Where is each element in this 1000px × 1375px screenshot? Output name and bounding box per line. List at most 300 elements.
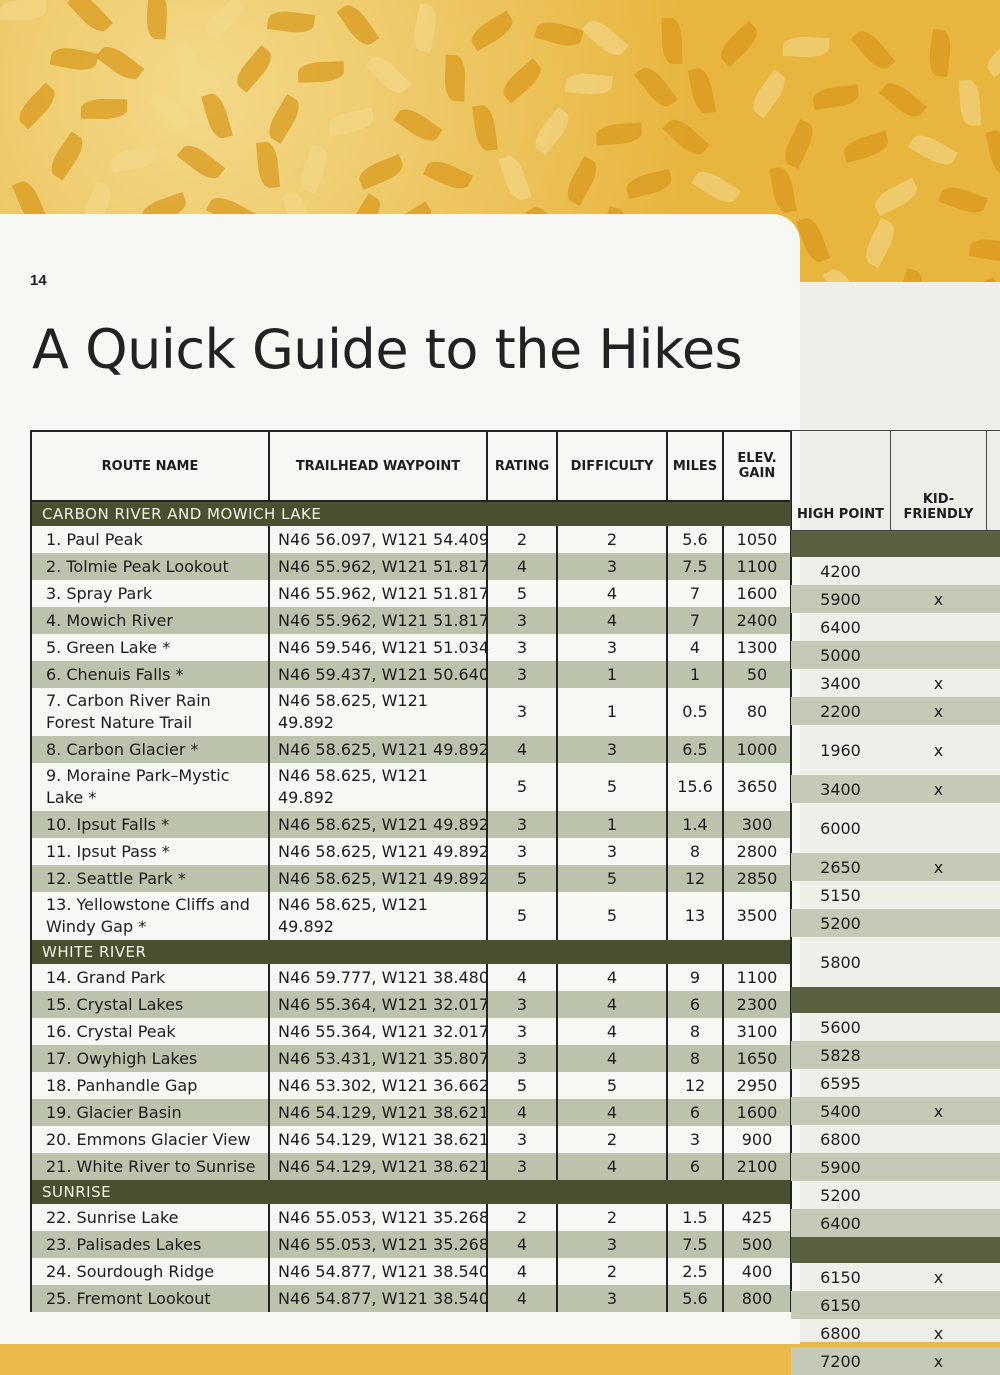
miles-cell: 1.5 (667, 1204, 723, 1231)
fabric-leaf (498, 153, 531, 203)
cut-cell (987, 613, 1000, 641)
fabric-leaf (769, 166, 797, 215)
kid-friendly-cell (891, 881, 987, 909)
difficulty-cell: 3 (557, 634, 667, 661)
difficulty-cell: 1 (557, 661, 667, 688)
miles-cell: 12 (667, 1072, 723, 1099)
high-point-cell: 1960 (791, 725, 891, 775)
rating-cell: 3 (487, 634, 557, 661)
route-name-cell: 18. Panhandle Gap (31, 1072, 269, 1099)
elev-gain-cell: 2800 (723, 838, 791, 865)
elev-gain-cell: 1600 (723, 1099, 791, 1126)
elev-gain-cell: 3100 (723, 1018, 791, 1045)
rating-cell: 4 (487, 736, 557, 763)
difficulty-cell: 4 (557, 1018, 667, 1045)
waypoint-cell: N46 56.097, W121 54.409 (269, 526, 487, 553)
table-row (31, 1231, 791, 1258)
fabric-leaf (356, 154, 406, 190)
rating-cell: 5 (487, 580, 557, 607)
section-row (31, 940, 791, 964)
fabric-leaf (959, 80, 981, 127)
header-row (31, 431, 791, 501)
difficulty-cell: 5 (557, 892, 667, 940)
fabric-leaf (201, 91, 233, 141)
difficulty-cell: 3 (557, 1231, 667, 1258)
rating-cell: 2 (487, 526, 557, 553)
difficulty-cell: 2 (557, 1258, 667, 1285)
cut-cell (987, 881, 1000, 909)
rating-cell: 3 (487, 1153, 557, 1180)
fabric-leaf (472, 104, 498, 152)
fabric-leaf (985, 128, 1000, 177)
cut-cell (987, 1209, 1000, 1237)
elev-gain-cell: 1100 (723, 964, 791, 991)
high-point-cell: 6000 (791, 803, 891, 853)
right-table-row (791, 881, 1000, 909)
high-point-cell: 6400 (791, 613, 891, 641)
fabric-leaf (879, 78, 927, 123)
rating-cell: 3 (487, 661, 557, 688)
kid-friendly-cell (891, 1291, 987, 1319)
difficulty-cell: 1 (557, 688, 667, 736)
elev-gain-cell: 50 (723, 661, 791, 688)
fabric-leaf (908, 130, 958, 170)
fabric-leaf (969, 236, 1000, 264)
difficulty-cell: 4 (557, 1045, 667, 1072)
waypoint-cell: N46 55.364, W121 32.017 (269, 1018, 487, 1045)
route-name-cell: 20. Emmons Glacier View (31, 1126, 269, 1153)
right-table-row (791, 1041, 1000, 1069)
kid-friendly-cell (891, 1153, 987, 1181)
table-row (31, 1153, 791, 1180)
rating-cell: 4 (487, 1231, 557, 1258)
fabric-leaf (662, 114, 709, 160)
elev-gain-cell: 900 (723, 1126, 791, 1153)
route-name-cell: 8. Carbon Glacier * (31, 736, 269, 763)
miles-cell: 3 (667, 1126, 723, 1153)
route-name-cell: 25. Fremont Lookout (31, 1285, 269, 1312)
fabric-leaf (444, 55, 466, 102)
fabric-leaf (256, 141, 280, 189)
rating-cell: 3 (487, 1126, 557, 1153)
right-section-row (791, 987, 1000, 1013)
page-title: A Quick Guide to the Hikes (32, 318, 742, 381)
hikes-body (31, 501, 791, 1312)
difficulty-cell: 5 (557, 865, 667, 892)
fabric-leaf (780, 119, 818, 169)
right-table-row (791, 1181, 1000, 1209)
miles-cell: 6.5 (667, 736, 723, 763)
miles-cell: 6 (667, 1153, 723, 1180)
high-point-cell: 5200 (791, 1181, 891, 1209)
rating-cell: 4 (487, 553, 557, 580)
route-name-cell: 22. Sunrise Lake (31, 1204, 269, 1231)
kid-friendly-cell (891, 1209, 987, 1237)
right-table-row (791, 669, 1000, 697)
route-name-cell: 12. Seattle Park * (31, 865, 269, 892)
miles-cell: 12 (667, 865, 723, 892)
cut-cell (987, 853, 1000, 881)
route-name-cell: 7. Carbon River Rain Forest Nature Trail (31, 688, 269, 736)
difficulty-cell: 4 (557, 964, 667, 991)
miles-cell: 6 (667, 991, 723, 1018)
elev-gain-cell: 3500 (723, 892, 791, 940)
high-point-cell: 5200 (791, 909, 891, 937)
table-row (31, 991, 791, 1018)
high-point-cell: 5400 (791, 1097, 891, 1125)
fabric-leaf (326, 107, 375, 136)
fabric-leaf (264, 94, 305, 144)
waypoint-cell: N46 55.962, W121 51.817 (269, 580, 487, 607)
kid-friendly-cell: x (891, 725, 987, 775)
high-point-cell: 4200 (791, 557, 891, 585)
elev-gain-cell: 2850 (723, 865, 791, 892)
table-row (31, 1045, 791, 1072)
fabric-leaf (177, 140, 226, 184)
fabric-leaf (423, 156, 473, 194)
right-page-table (790, 430, 1000, 1375)
waypoint-cell: N46 58.625, W121 49.892 (269, 688, 487, 736)
right-table-row (791, 585, 1000, 613)
right-table-row (791, 1013, 1000, 1041)
right-section-band (791, 531, 1000, 558)
kid-friendly-cell (891, 1069, 987, 1097)
right-table-row (791, 1291, 1000, 1319)
rating-cell: 5 (487, 865, 557, 892)
elev-gain-cell: 300 (723, 811, 791, 838)
difficulty-cell: 2 (557, 1126, 667, 1153)
col-header-high-point: HIGH POINT (791, 431, 891, 531)
route-name-cell: 13. Yellowstone Cliffs and Windy Gap * (31, 892, 269, 940)
rating-cell: 5 (487, 763, 557, 811)
right-table-row (791, 613, 1000, 641)
table-row (31, 688, 791, 736)
waypoint-cell: N46 53.302, W121 36.662 (269, 1072, 487, 1099)
waypoint-cell: N46 53.431, W121 35.807 (269, 1045, 487, 1072)
fabric-leaf (634, 63, 678, 112)
cut-cell (987, 1153, 1000, 1181)
high-point-cell: 5828 (791, 1041, 891, 1069)
fabric-leaf (296, 144, 331, 194)
route-name-cell: 23. Palisades Lakes (31, 1231, 269, 1258)
miles-cell: 1.4 (667, 811, 723, 838)
elev-gain-cell: 800 (723, 1285, 791, 1312)
high-point-cell: 5150 (791, 881, 891, 909)
cut-cell (987, 697, 1000, 725)
high-point-cell: 5800 (791, 937, 891, 987)
fabric-leaf (267, 9, 315, 35)
table-row (31, 1072, 791, 1099)
miles-cell: 7.5 (667, 1231, 723, 1258)
right-section-row (791, 531, 1000, 558)
route-name-cell: 10. Ipsut Falls * (31, 811, 269, 838)
cut-cell (987, 557, 1000, 585)
waypoint-cell: N46 58.625, W121 49.892 (269, 763, 487, 811)
waypoint-cell: N46 55.053, W121 35.268 (269, 1204, 487, 1231)
difficulty-cell: 3 (557, 553, 667, 580)
waypoint-cell: N46 59.437, W121 50.640 (269, 661, 487, 688)
cut-cell (987, 1181, 1000, 1209)
col-header-route: ROUTE NAME (31, 431, 269, 501)
miles-cell: 0.5 (667, 688, 723, 736)
fabric-leaf (562, 156, 602, 206)
elev-gain-cell: 1650 (723, 1045, 791, 1072)
right-table-row (791, 1319, 1000, 1347)
difficulty-cell: 2 (557, 1204, 667, 1231)
difficulty-cell: 5 (557, 1072, 667, 1099)
high-point-cell: 6150 (791, 1263, 891, 1291)
kid-friendly-cell: x (891, 697, 987, 725)
right-table-row (791, 697, 1000, 725)
cut-cell (987, 1319, 1000, 1347)
miles-cell: 8 (667, 1018, 723, 1045)
fabric-leaf (747, 70, 790, 119)
fabric-leaf (46, 131, 88, 180)
cut-cell (987, 1041, 1000, 1069)
high-point-cell: 2200 (791, 697, 891, 725)
waypoint-cell: N46 58.625, W121 49.892 (269, 892, 487, 940)
miles-cell: 13 (667, 892, 723, 940)
elev-gain-cell: 1100 (723, 553, 791, 580)
waypoint-cell: N46 55.962, W121 51.817 (269, 607, 487, 634)
table-row (31, 811, 791, 838)
kid-friendly-cell (891, 909, 987, 937)
table-row (31, 607, 791, 634)
section-title: CARBON RIVER AND MOWICH LAKE (31, 501, 791, 526)
route-name-cell: 24. Sourdough Ridge (31, 1258, 269, 1285)
high-point-cell: 6150 (791, 1291, 891, 1319)
high-point-cell: 3400 (791, 669, 891, 697)
fabric-leaf (595, 122, 642, 145)
fabric-leaf (716, 21, 763, 67)
rating-cell: 3 (487, 607, 557, 634)
waypoint-cell: N46 58.625, W121 49.892 (269, 865, 487, 892)
elev-gain-cell: 3650 (723, 763, 791, 811)
fabric-leaf (530, 107, 574, 155)
col-header-miles: MILES (667, 431, 723, 501)
kid-friendly-cell (891, 641, 987, 669)
table-row (31, 736, 791, 763)
right-section-band (791, 987, 1000, 1013)
elev-gain-cell: 1600 (723, 580, 791, 607)
table-row (31, 763, 791, 811)
high-point-cell: 5900 (791, 585, 891, 613)
kid-friendly-cell: x (891, 1263, 987, 1291)
fabric-leaf (534, 18, 584, 50)
cut-cell (987, 1097, 1000, 1125)
fabric-leaf (565, 72, 613, 97)
fabric-leaf (783, 36, 830, 58)
kid-friendly-cell: x (891, 775, 987, 803)
right-table-row (791, 909, 1000, 937)
waypoint-cell: N46 55.364, W121 32.017 (269, 991, 487, 1018)
kid-friendly-cell (891, 1125, 987, 1153)
route-name-cell: 19. Glacier Basin (31, 1099, 269, 1126)
col-header-waypoint: TRAILHEAD WAYPOINT (269, 431, 487, 501)
table-row (31, 553, 791, 580)
difficulty-cell: 3 (557, 736, 667, 763)
miles-cell: 6 (667, 1099, 723, 1126)
fabric-leaf (581, 15, 629, 61)
right-table-row (791, 1347, 1000, 1375)
kid-friendly-cell (891, 937, 987, 987)
difficulty-cell: 1 (557, 811, 667, 838)
right-table-row (791, 937, 1000, 987)
fabric-leaf (624, 169, 673, 200)
waypoint-cell: N46 54.129, W121 38.621 (269, 1099, 487, 1126)
miles-cell: 5.6 (667, 1285, 723, 1312)
rating-cell: 3 (487, 811, 557, 838)
waypoint-cell: N46 54.877, W121 38.540 (269, 1258, 487, 1285)
difficulty-cell: 4 (557, 991, 667, 1018)
high-point-cell: 5000 (791, 641, 891, 669)
waypoint-cell: N46 58.625, W121 49.892 (269, 811, 487, 838)
kid-friendly-cell (891, 613, 987, 641)
route-name-cell: 3. Spray Park (31, 580, 269, 607)
right-body (791, 531, 1000, 1375)
right-table-row (791, 853, 1000, 881)
cut-cell (987, 1125, 1000, 1153)
right-header-row (791, 431, 1000, 531)
kid-friendly-cell (891, 557, 987, 585)
right-table-row (791, 775, 1000, 803)
waypoint-cell: N46 54.129, W121 38.621 (269, 1126, 487, 1153)
miles-cell: 2.5 (667, 1258, 723, 1285)
col-header-kid-friendly: KID- FRIENDLY (891, 431, 987, 531)
rating-cell: 3 (487, 1018, 557, 1045)
fabric-leaf (393, 104, 442, 147)
difficulty-cell: 5 (557, 763, 667, 811)
difficulty-cell: 3 (557, 838, 667, 865)
cut-cell (987, 775, 1000, 803)
route-name-cell: 6. Chenuis Falls * (31, 661, 269, 688)
cut-cell (987, 937, 1000, 987)
rating-cell: 2 (487, 1204, 557, 1231)
fabric-leaf (0, 0, 46, 20)
elev-gain-cell: 2300 (723, 991, 791, 1018)
waypoint-cell: N46 54.877, W121 38.540 (269, 1285, 487, 1312)
fabric-leaf (796, 215, 831, 265)
fabric-leaf (67, 0, 113, 37)
table-row (31, 892, 791, 940)
kid-friendly-cell: x (891, 1097, 987, 1125)
right-table-row (791, 1069, 1000, 1097)
kid-friendly-cell (891, 1041, 987, 1069)
fabric-leaf (861, 218, 900, 268)
right-section-row (791, 1237, 1000, 1263)
elev-gain-cell: 425 (723, 1204, 791, 1231)
fabric-leaf (841, 131, 891, 164)
kid-friendly-cell: x (891, 1319, 987, 1347)
cut-cell (987, 1263, 1000, 1291)
table-row (31, 964, 791, 991)
cut-cell (987, 1347, 1000, 1375)
miles-cell: 7 (667, 580, 723, 607)
table-row (31, 1018, 791, 1045)
waypoint-cell: N46 59.546, W121 51.034 (269, 634, 487, 661)
kid-friendly-cell (891, 1013, 987, 1041)
right-table-row (791, 1125, 1000, 1153)
waypoint-cell: N46 55.053, W121 35.268 (269, 1231, 487, 1258)
waypoint-cell: N46 58.625, W121 49.892 (269, 736, 487, 763)
section-title: SUNRISE (31, 1180, 791, 1204)
route-name-cell: 14. Grand Park (31, 964, 269, 991)
elev-gain-cell: 500 (723, 1231, 791, 1258)
cut-cell (987, 909, 1000, 937)
section-row (31, 1180, 791, 1204)
difficulty-cell: 4 (557, 580, 667, 607)
high-point-cell: 5900 (791, 1153, 891, 1181)
fabric-leaf (812, 84, 860, 109)
route-name-cell: 16. Crystal Peak (31, 1018, 269, 1045)
elev-gain-cell: 1000 (723, 736, 791, 763)
kid-friendly-cell: x (891, 853, 987, 881)
miles-cell: 8 (667, 1045, 723, 1072)
col-header-cut (987, 431, 1000, 531)
fabric-leaf (691, 166, 740, 208)
rating-cell: 4 (487, 1099, 557, 1126)
miles-cell: 7 (667, 607, 723, 634)
high-point-cell: 6800 (791, 1125, 891, 1153)
fabric-leaf (662, 18, 683, 64)
fabric-leaf (231, 45, 276, 93)
cut-cell (987, 1291, 1000, 1319)
cut-cell (987, 641, 1000, 669)
miles-cell: 9 (667, 964, 723, 991)
fabric-leaf (200, 0, 248, 41)
cut-cell (987, 803, 1000, 853)
route-name-cell: 2. Tolmie Peak Lookout (31, 553, 269, 580)
fabric-leaf (927, 29, 952, 77)
fabric-leaf (96, 41, 145, 85)
section-row (31, 501, 791, 526)
fabric-leaf (498, 58, 546, 103)
elev-gain-cell: 80 (723, 688, 791, 736)
rating-cell: 3 (487, 688, 557, 736)
route-name-cell: 21. White River to Sunrise (31, 1153, 269, 1180)
fabric-leaf (81, 99, 127, 120)
table-row (31, 1258, 791, 1285)
elev-gain-cell: 2950 (723, 1072, 791, 1099)
elev-gain-cell: 2100 (723, 1153, 791, 1180)
right-table-row (791, 557, 1000, 585)
table-row (31, 865, 791, 892)
fabric-leaf (365, 52, 412, 99)
high-point-cell: 3400 (791, 775, 891, 803)
table-row (31, 1204, 791, 1231)
right-table-row (791, 803, 1000, 853)
route-name-cell: 5. Green Lake * (31, 634, 269, 661)
miles-cell: 8 (667, 838, 723, 865)
fabric-leaf (851, 26, 896, 74)
right-table-row (791, 1097, 1000, 1125)
col-header-elev: ELEV. GAIN (723, 431, 791, 501)
rating-cell: 4 (487, 1285, 557, 1312)
table-row (31, 1285, 791, 1312)
high-point-cell: 2650 (791, 853, 891, 881)
high-point-cell: 6800 (791, 1319, 891, 1347)
difficulty-cell: 4 (557, 1153, 667, 1180)
right-table-row (791, 725, 1000, 775)
waypoint-cell: N46 55.962, W121 51.817 (269, 553, 487, 580)
route-name-cell: 9. Moraine Park–Mystic Lake * (31, 763, 269, 811)
cut-cell (987, 725, 1000, 775)
high-point-cell: 5600 (791, 1013, 891, 1041)
table-row (31, 634, 791, 661)
rating-cell: 4 (487, 964, 557, 991)
elev-gain-cell: 2400 (723, 607, 791, 634)
route-name-cell: 11. Ipsut Pass * (31, 838, 269, 865)
